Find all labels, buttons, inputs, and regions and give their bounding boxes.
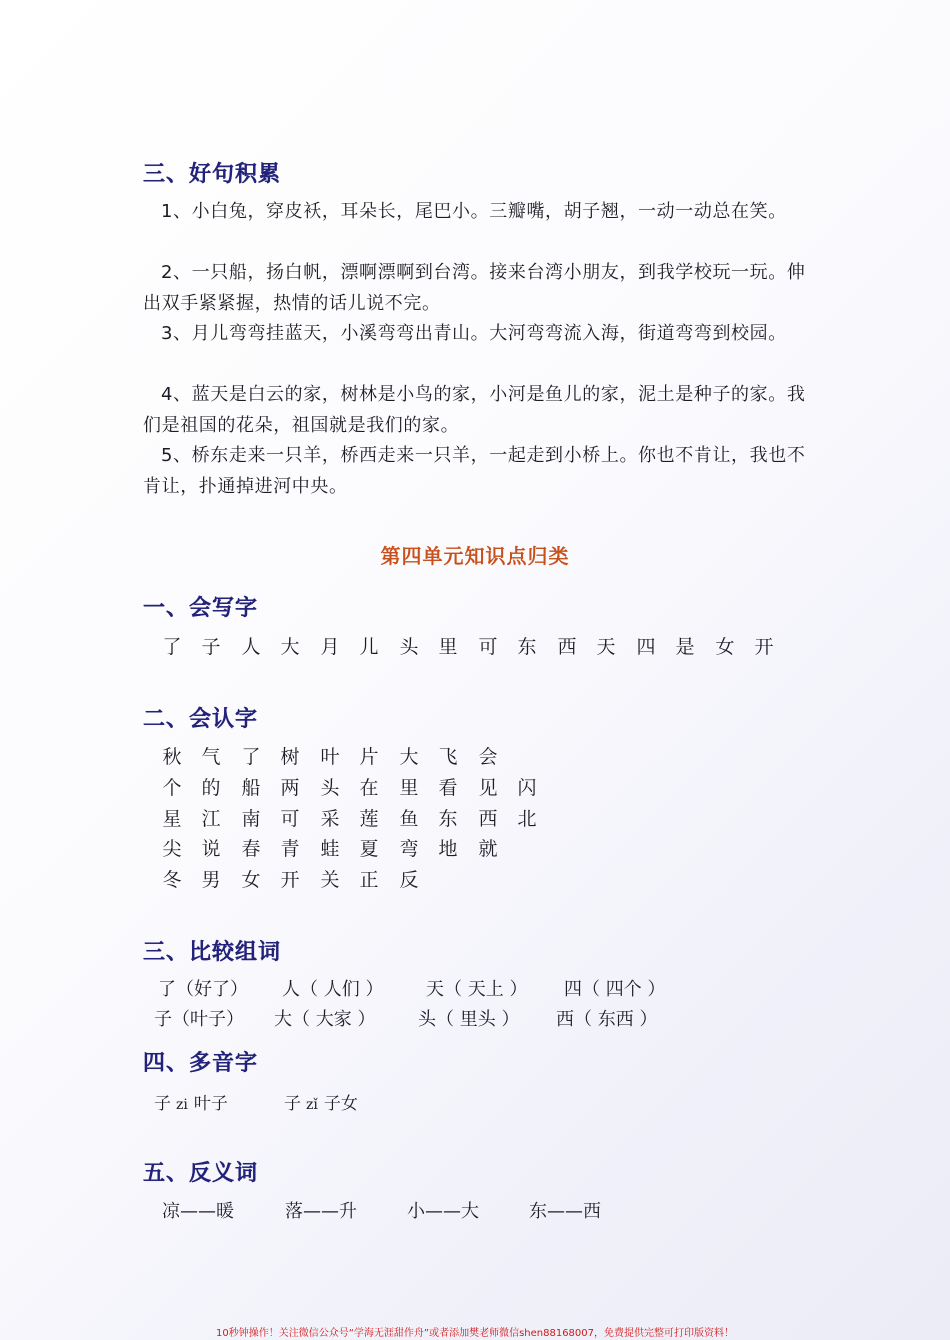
char-cell: 个 bbox=[162, 777, 182, 799]
char-cell: 关 bbox=[320, 869, 340, 891]
char-cell: 在 bbox=[359, 777, 379, 799]
char-cell: 弯 bbox=[399, 838, 419, 860]
char-cell: 东 bbox=[517, 636, 537, 658]
compare-item: 人（ 人们 ） bbox=[282, 979, 384, 1000]
char-cell: 地 bbox=[438, 838, 458, 860]
compare-item: 子（叶子） bbox=[154, 1009, 244, 1030]
char-cell: 西 bbox=[478, 808, 498, 830]
char-cell: 飞 bbox=[438, 746, 458, 768]
poly-char: 子 bbox=[284, 1094, 301, 1114]
char-cell: 气 bbox=[201, 746, 221, 768]
char-cell: 里 bbox=[399, 777, 419, 799]
char-cell: 北 bbox=[517, 808, 537, 830]
section-title-recognize: 二、会认字 bbox=[143, 707, 259, 732]
char-cell: 可 bbox=[478, 636, 498, 658]
polyphonic-item bbox=[154, 1090, 228, 1119]
char-cell: 的 bbox=[201, 777, 221, 799]
char-cell: 莲 bbox=[359, 808, 379, 830]
char-cell: 大 bbox=[399, 746, 419, 768]
char-cell: 见 bbox=[478, 777, 498, 799]
char-cell: 是 bbox=[675, 636, 695, 658]
poly-word: 叶子 bbox=[193, 1094, 228, 1114]
char-cell: 夏 bbox=[359, 838, 379, 860]
char-cell: 南 bbox=[241, 808, 261, 830]
polyphonic-item bbox=[284, 1090, 358, 1119]
sentence-item: 5、桥东走来一只羊，桥西走来一只羊，一起走到小桥上。你也不肯让，我也不肯让，扑通掉进河中央。 bbox=[143, 445, 806, 497]
section-title-compare: 三、比较组词 bbox=[143, 940, 282, 965]
char-cell: 大 bbox=[280, 636, 300, 658]
section-title-sentences: 三、好句积累 bbox=[143, 162, 282, 187]
char-cell: 反 bbox=[399, 869, 419, 891]
char-cell: 蛙 bbox=[320, 838, 340, 860]
antonym-item: 小——大 bbox=[407, 1201, 479, 1222]
char-cell: 会 bbox=[478, 746, 498, 768]
char-cell: 就 bbox=[478, 838, 498, 860]
char-cell: 尖 bbox=[162, 838, 182, 860]
footer-note: 10秒钟操作！关注微信公众号“学海无涯甜作舟”或者添加樊老师微信shen88168007，免费提供完整可打印版资料！ bbox=[215, 1328, 735, 1339]
section-title-polyphonic: 四、多音字 bbox=[143, 1051, 259, 1076]
unit-title: 第四单元知识点归类 bbox=[380, 544, 570, 568]
compare-item: 四（ 四个 ） bbox=[564, 979, 666, 1000]
char-cell: 女 bbox=[241, 869, 261, 891]
char-cell: 女 bbox=[715, 636, 735, 658]
sentence-item: 3、月儿弯弯挂蓝天，小溪弯弯出青山。大河弯弯流入海，街道弯弯到校园。 bbox=[161, 323, 787, 344]
char-cell: 说 bbox=[201, 838, 221, 860]
char-cell: 采 bbox=[320, 808, 340, 830]
sentence-item: 2、一只船，扬白帆，漂啊漂啊到台湾。接来台湾小朋友，到我学校玩一玩。伸出双手紧紧握，热情的话儿说不完。 bbox=[143, 262, 806, 314]
char-cell: 里 bbox=[438, 636, 458, 658]
section-title-write: 一、会写字 bbox=[143, 596, 259, 621]
char-cell: 秋 bbox=[162, 746, 182, 768]
char-cell: 片 bbox=[359, 746, 379, 768]
char-cell: 儿 bbox=[359, 636, 379, 658]
compare-item: 头（ 里头 ） bbox=[418, 1009, 520, 1030]
compare-item: 天（ 天上 ） bbox=[426, 979, 528, 1000]
char-cell: 春 bbox=[241, 838, 261, 860]
char-cell: 头 bbox=[399, 636, 419, 658]
char-cell: 鱼 bbox=[399, 808, 419, 830]
poly-pinyin: zǐ bbox=[306, 1097, 318, 1113]
char-cell: 天 bbox=[596, 636, 616, 658]
char-cell: 闪 bbox=[517, 777, 537, 799]
char-cell: 冬 bbox=[162, 869, 182, 891]
char-cell: 正 bbox=[359, 869, 379, 891]
antonym-item: 落——升 bbox=[285, 1201, 357, 1222]
char-cell: 叶 bbox=[320, 746, 340, 768]
char-cell: 西 bbox=[557, 636, 577, 658]
char-cell: 头 bbox=[320, 777, 340, 799]
compare-item: 西（ 东西 ） bbox=[556, 1009, 658, 1030]
compare-item: 了（好了） bbox=[158, 979, 248, 1000]
char-cell: 青 bbox=[280, 838, 300, 860]
char-cell: 看 bbox=[438, 777, 458, 799]
char-cell: 两 bbox=[280, 777, 300, 799]
char-cell: 船 bbox=[241, 777, 261, 799]
compare-item: 大（ 大家 ） bbox=[274, 1009, 376, 1030]
char-cell: 星 bbox=[162, 808, 182, 830]
section-title-antonyms: 五、反义词 bbox=[143, 1161, 259, 1186]
antonym-item: 东——西 bbox=[529, 1201, 601, 1222]
char-cell: 人 bbox=[241, 636, 261, 658]
char-cell: 男 bbox=[201, 869, 221, 891]
sentence-item: 1、小白兔，穿皮袄，耳朵长，尾巴小。三瓣嘴，胡子翘，一动一动总在笑。 bbox=[161, 201, 787, 222]
antonym-item: 凉——暖 bbox=[162, 1201, 234, 1222]
poly-word: 子女 bbox=[323, 1094, 358, 1114]
char-cell: 东 bbox=[438, 808, 458, 830]
char-cell: 树 bbox=[280, 746, 300, 768]
char-cell: 开 bbox=[754, 636, 774, 658]
char-cell: 江 bbox=[201, 808, 221, 830]
char-cell: 开 bbox=[280, 869, 300, 891]
sentence-item: 4、蓝天是白云的家，树林是小鸟的家，小河是鱼儿的家，泥土是种子的家。我们是祖国的花朵，祖国就是我们的家。 bbox=[143, 384, 806, 436]
char-cell: 了 bbox=[162, 636, 182, 658]
char-cell: 月 bbox=[320, 636, 340, 658]
poly-char: 子 bbox=[154, 1094, 171, 1114]
char-cell: 可 bbox=[280, 808, 300, 830]
char-cell: 四 bbox=[636, 636, 656, 658]
poly-pinyin: zi bbox=[176, 1097, 188, 1113]
char-cell: 子 bbox=[201, 636, 221, 658]
char-cell: 了 bbox=[241, 746, 261, 768]
